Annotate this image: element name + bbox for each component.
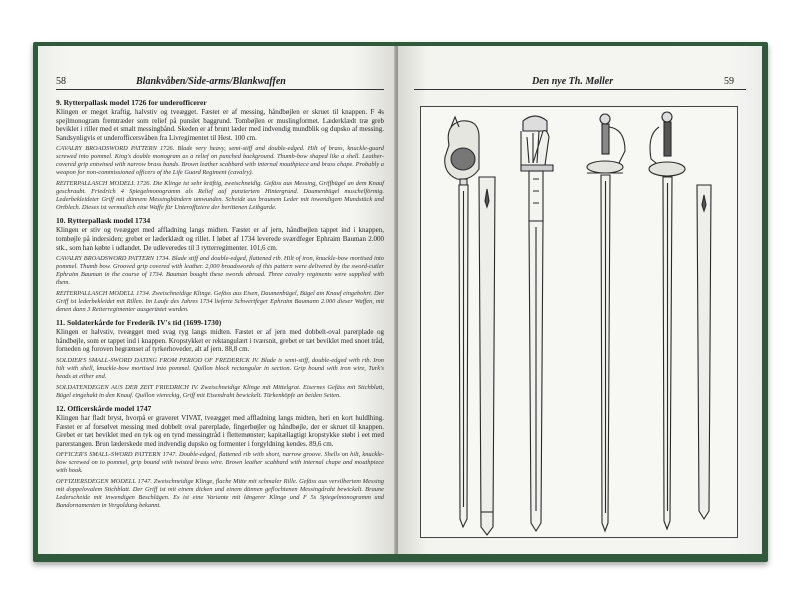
entry-english-text: CAVALRY BROADSWORD PATTERN 1734. Blade stiff and double-edged, flattened rib. Hilt of iron, knuckle-bow mortised into pommel. Thumb bow. Grooved grip covered with leather. 2,000 broadswords of this pattern were delivered by the sword-cutler Ephraim Bauman in the course of 1734. Bauman bought these swords abroad. Three cavalry regiments were supplied with them.: [56, 255, 384, 287]
entry-10: [56, 216, 384, 314]
right-running-head: Den nye Th. Møller: [532, 76, 614, 87]
entry-heading: 11. Soldaterkårde for Frederik IV's tid (1699-1730): [56, 318, 222, 328]
entry-heading: 10. Rytterpallask model 1734: [56, 216, 151, 226]
entry-english-text: SOLDIER'S SMALL-SWORD DATING FROM PERIOD OF FREDERICK IV. Blade is semi-stiff, double-edged with rib. Iron hilt with shell, knuckle-bow mortised into pommel. Quillon block rectangular in section. Grip bound with iron wire, Turk's heads at either end.: [56, 356, 384, 380]
broadsword-1726-drawing: [445, 117, 479, 527]
entry-german-text: OFFIZIERSDEGEN MODELL 1747. Zweischneidige Klinge, flache Mitte mit schmaler Rille. Gefäss aus versilbertem Messing mit doppelovalem Stichblatt. Der Griff ist mit einem dicken und einem dünnen geflochtenen Messingdraht bewickelt. Braune Lederscheide mit inwendigen Beschlägen. Es ist eine Variante mit längerer Klinge und F 5s Spiegelmonogramm und Bandornamenten in Vergoldung bekannt.: [56, 478, 384, 510]
entry-heading: 12. Officerskårde model 1747: [56, 403, 152, 413]
entry-german-text: REITERPALLASCH MODELL 1734. Zweischneidige Klinge. Gefäss aus Eisen, Daumenbügel, Bügel am Knauf eingebohrt. Der Griff ist lederbekleidet mit Rillen. Im Laufe des Jahres 1734 lieferte Schwertfeger Ephraim Baumann 2.000 dieser Waffen, mit denen dann 3 Reiterregimenter ausgerüstet wurden.: [56, 290, 384, 314]
entry-danish-text: Klingen har fladt bryst, hvorpå er graveret VIVAT, tveægget med affladning langs midten, heri en kort huldlhing. Fæstet er af forsølvet messing med dobbelt oval parerplade, fingerbøjler og håndbøjle, der er skruet til knappen. Grebet er tæt beviklet med en tyk og en tynd messingtråd i flettemønster; kapitællagtigt kropstykke støbt i eet med parerstangen. Brun læderskede med indvendig dupsko og formenter i forgyldning kendes. 89,6 cm.: [56, 413, 384, 448]
entry-9: [56, 98, 384, 212]
entry-danish-text: Klingen er meget kraftig, halvstiv og tveægget. Fæstet er af messing, håndbøjlen er skruet til knappen. F 4s spejlmonogram fremtræder som relief på punslet baggrund. Tombøjlen er muslingformet. Læderklædt træ greb beviklet i riller med et smalt messingbånd. Skeden er af brunt læder med indvendig mundblik og dupsko af messing. Sandsynligvis et underofficersvåben fra Livregimentet til Hest. 100 cm.: [56, 108, 384, 142]
entry-12: [56, 404, 384, 510]
scabbard-1726-drawing: [479, 177, 495, 535]
sword-drawings: [421, 107, 737, 537]
left-page-number: 58: [56, 76, 66, 87]
left-running-head: Blankvåben/Side-arms/Blankwaffen: [136, 76, 286, 87]
right-page-number: 59: [724, 76, 734, 87]
entry-heading: 9. Rytterpallask model 1726 for underofficerer: [56, 98, 207, 107]
entry-german-text: SOLDATENDEGEN AUS DER ZEIT FRIEDRICH IV. Zweischneidige Klinge mit Mittelgrat. Eisernes Gefäss mit Stichblatt, Bügel eingehakt in den Knauf. Quillon viereckig, Griff mit Eisendraht bewickelt. Türkenköpfe an beiden Seiten.: [56, 383, 384, 399]
entry-english-text: OFFICER'S SMALL-SWORD PATTERN 1747. Double-edged, flattened rib with short, narrow groove. Shells on hilt, knuckle-bow screwed on to pommel, grip bound with twisted brass wire. Brown leather scabbard with internal chape and mouthpiece with hook.: [56, 451, 384, 475]
entry-11: [56, 318, 384, 400]
entry-danish-text: Klingen er halvstiv, tveægget med svag ryg langs midten. Fæstet er af jern med dobbelt-oval parerplade og håndbøjle, som er tappet ind i knappen. Kropstykket er rektangulært i tværsnit, grebet er tæt beviklet med snoet tråd, forneden og foroven begrænset af tyrkerhoveder, alt af jern. 88,8 cm.: [56, 328, 384, 354]
officer-smallsword-1747-drawing: [649, 112, 685, 529]
entry-german-text: REITERPALLASCH MODELL 1726. Die Klinge ist sehr kräftig, zweischneidig. Gefäss aus Messing, Griffbügel an dem Knauf geschraubt. Friedrich 4 Spiegelmonogramm als Relief auf punziertem Hintergrund. Daumenbügel muschelförmig. Lederbekleideter Griff mit dünnem Messingbändern umwunden. Scheide aus braunem Leder mit inwendigem Mundstück und Ortblech. Dieses ist vermutlich eine Waffe für Unteroffiziere der berittenen Leibgarde.: [56, 180, 384, 212]
scabbard-1747-drawing: [697, 185, 711, 519]
entry-danish-text: Klingen er stiv og tveægget med affladning langs midten. Fæstet er af jern, håndbøjlen tappet ind i knappen, tombøjle på indersiden; grebet er læderklædt og rillet. I løbet af 1734 leverede sværdfeger Ephraim Bauman 2.000 stk., som han købte i udlandet. De udleveredes til 3 rytterregimenter. 101,6 cm.: [56, 226, 384, 252]
left-text-column: [56, 98, 384, 514]
soldier-smallsword-drawing: [587, 114, 625, 531]
entry-english-text: CAVALRY BROADSWORD PATTERN 1726. Blade very heavy, semi-stiff and double-edged. Hilt of brass, knuckle-guard screwed into pommel. King's double monogram as a relief on punched background. Thumb-bow shaped like a shell. Leather-covered grip entwined with narrow brass bands. Brown leather scabbard with internal mouthpiece and brass chape. Probably a weapon for non-commissioned officers of the Life Guard Regiment (cavalry).: [56, 145, 384, 177]
sword-illustration-plate: [420, 106, 738, 538]
left-page: [38, 46, 396, 554]
right-page: [398, 46, 762, 554]
left-header-rule: [56, 89, 384, 90]
right-header-rule: [414, 89, 746, 90]
broadsword-1734-drawing: [521, 116, 553, 531]
